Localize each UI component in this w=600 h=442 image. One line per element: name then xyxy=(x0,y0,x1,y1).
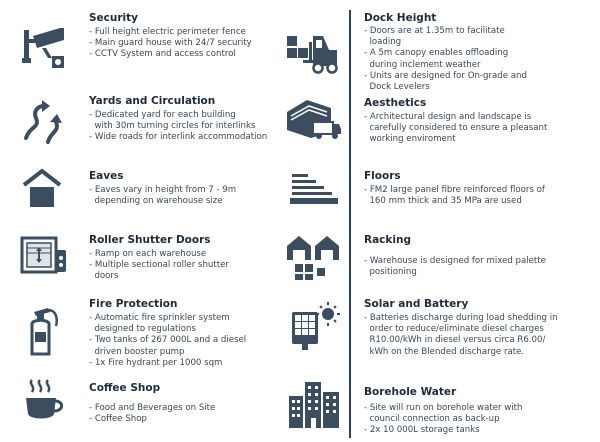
feature-description xyxy=(89,27,252,61)
feature-description xyxy=(364,256,546,278)
description-line: R10.00/kWh in diesel versus circa R6.00/ xyxy=(364,335,546,346)
description-line: during inclement weather xyxy=(364,59,481,70)
solar-panel-sun-icon xyxy=(288,300,342,352)
feature-title: Security xyxy=(89,12,139,24)
feature-description xyxy=(364,112,547,146)
description-line: - Two tanks of 267 000L and a diesel xyxy=(89,335,247,346)
feature-description xyxy=(89,185,236,207)
warehouse-truck-icon xyxy=(285,96,343,140)
feature-title: Borehole Water xyxy=(364,386,457,398)
description-line: - Warehouse is designed for mixed palette xyxy=(364,256,546,266)
description-line: - Batteries discharge during load shedding in xyxy=(364,313,558,323)
description-line: - Wide roads for interlink accommodation xyxy=(89,132,268,143)
description-line: 160 mm thick and 35 MPa are used xyxy=(364,196,522,207)
feature-title: Yards and Circulation xyxy=(89,95,216,107)
feature-description xyxy=(89,249,229,283)
description-line: - Eaves vary in height from 7 - 9m xyxy=(89,185,237,195)
feature-description xyxy=(89,403,215,425)
feature-title: Eaves xyxy=(89,170,124,182)
feature-description xyxy=(364,26,527,93)
description-line: - Food and Beverages on Site xyxy=(89,403,216,413)
description-line: - Multiple sectional roller shutter xyxy=(89,260,229,271)
description-line: - Doors are at 1.35m to facilitate xyxy=(364,26,505,36)
column-divider xyxy=(349,10,351,438)
description-line: with 30m turning circles for interlinks xyxy=(89,121,256,132)
description-line: - A 5m canopy enables offloading xyxy=(364,48,509,59)
feature-title: Roller Shutter Doors xyxy=(89,234,211,246)
description-line: carefully considered to ensure a pleasant xyxy=(364,123,548,134)
feature-description xyxy=(89,313,246,369)
description-line: order to reduce/eliminate diesel charges xyxy=(364,324,544,335)
feature-title: Solar and Battery xyxy=(364,298,469,310)
description-line: working enviroment xyxy=(364,134,456,145)
feature-description xyxy=(364,403,523,437)
feature-description xyxy=(364,185,545,207)
racking-shelves-icon xyxy=(285,234,343,282)
route-arrows-icon xyxy=(20,98,66,144)
description-line: - Site will run on borehole water with xyxy=(364,403,523,413)
description-line: - Full height electric perimeter fence xyxy=(89,27,246,37)
feature-title: Floors xyxy=(364,170,401,182)
description-line: - Ramp on each warehouse xyxy=(89,249,207,259)
description-line: council connection as back-up xyxy=(364,414,500,425)
description-line: - Dedicated yard for each building xyxy=(89,110,236,120)
floor-stairs-icon xyxy=(288,170,340,208)
feature-title: Dock Height xyxy=(364,12,437,24)
description-line: loading xyxy=(364,37,402,48)
description-line: - 1x Fire hydrant per 1000 sqm xyxy=(89,357,223,368)
feature-title: Fire Protection xyxy=(89,298,178,310)
description-line: - Automatic fire sprinkler system xyxy=(89,313,230,323)
description-line: Dock Levelers xyxy=(364,82,430,93)
forklift-icon xyxy=(285,28,341,74)
description-line: designed to regulations xyxy=(89,324,196,335)
feature-title: Racking xyxy=(364,234,411,246)
fire-extinguisher-icon xyxy=(22,302,62,358)
description-line: driven booster pump xyxy=(89,346,185,357)
description-line: - FM2 large panel fibre reinforced floors of xyxy=(364,185,545,195)
description-line: depending on warehouse size xyxy=(89,196,223,207)
borehole-buildings-icon xyxy=(287,378,343,432)
feature-description xyxy=(89,110,267,144)
description-line: kWh on the Blended discharge rate. xyxy=(364,346,525,357)
description-line: - Coffee Shop xyxy=(89,414,147,425)
coffee-cup-icon xyxy=(22,378,66,424)
description-line: - Units are designed for On-grade and xyxy=(364,70,527,81)
feature-title: Coffee Shop xyxy=(89,382,161,394)
roller-shutter-door-icon xyxy=(18,234,68,276)
description-line: - 2x 10 000L storage tanks xyxy=(364,425,480,436)
house-eaves-icon xyxy=(20,167,64,209)
description-line: positioning xyxy=(364,267,417,278)
description-line: - Main guard house with 24/7 security xyxy=(89,38,252,49)
description-line: doors xyxy=(89,271,119,282)
feature-description xyxy=(364,313,558,358)
description-line: - Architectural design and landscape is xyxy=(364,112,532,122)
cctv-camera-icon xyxy=(18,22,68,72)
description-line: - CCTV System and access control xyxy=(89,49,236,60)
feature-title: Aesthetics xyxy=(364,97,427,109)
